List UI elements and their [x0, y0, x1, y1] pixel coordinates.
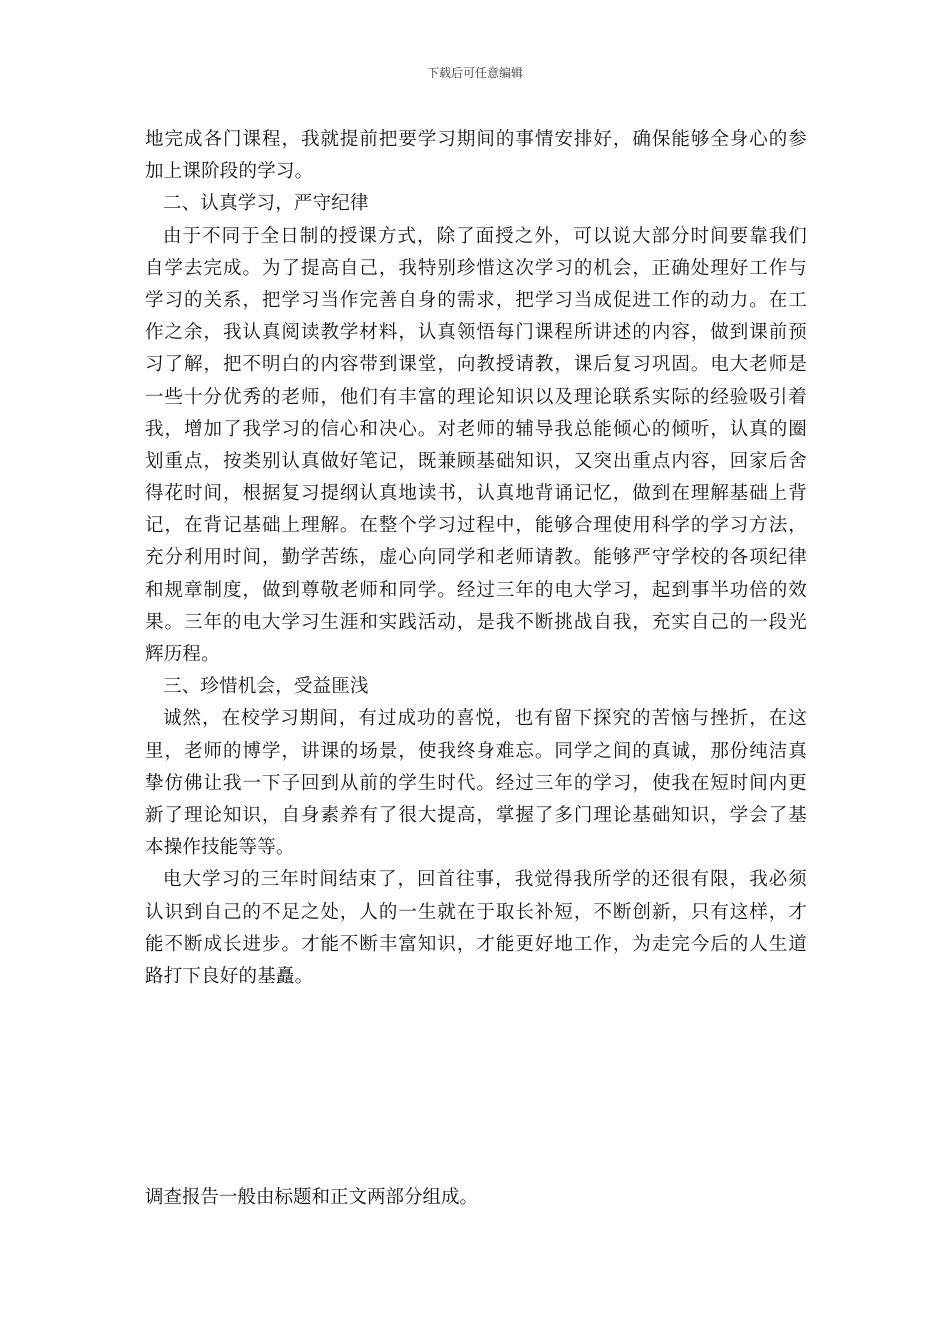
text-line: 得花时间，根据复习提纲认真地读书，认真地背诵记忆，做到在理解基础上背	[145, 483, 807, 505]
text-line: 学习的关系，把学习当作完善自身的需求，把学习当成促进工作的动力。在工	[145, 289, 807, 311]
closing-line: 调查报告一般由标题和正文两部分组成。	[145, 1187, 479, 1208]
section-heading: 二、认真学习，严守纪律	[163, 193, 369, 215]
text-line: 充分利用时间，勤学苦练，虚心向同学和老师请教。能够严守学校的各项纪律	[145, 547, 807, 569]
text-line: 我，增加了我学习的信心和决心。对老师的辅导我总能倾心的倾听，认真的圈	[145, 418, 807, 440]
text-line: 诚然，在校学习期间，有过成功的喜悦，也有留下探究的苦恼与挫折，在这	[163, 708, 807, 730]
text-line: 加上课阶段的学习。	[145, 161, 314, 183]
text-line: 自学去完成。为了提高自己，我特别珍惜这次学习的机会，正确处理好工作与	[145, 257, 807, 279]
text-line: 新了理论知识，自身素养有了很大提高，掌握了多门理论基础知识，学会了基	[145, 804, 807, 826]
text-line: 由于不同于全日制的授课方式，除了面授之外，可以说大部分时间要靠我们	[163, 225, 807, 247]
text-line: 挚仿佛让我一下子回到从前的学生时代。经过三年的学习，使我在短时间内更	[145, 772, 807, 794]
text-line: 里，老师的博学，讲课的场景，使我终身难忘。同学之间的真诚，那份纯洁真	[145, 740, 807, 762]
section-heading: 三、珍惜机会，受益匪浅	[163, 676, 369, 698]
text-line: 电大学习的三年时间结束了，回首往事，我觉得我所学的还很有限，我必须	[163, 869, 807, 891]
text-line: 作之余，我认真阅读教学材料，认真领悟每门课程所讲述的内容，做到课前预	[145, 322, 807, 344]
text-line: 认识到自己的不足之处，人的一生就在于取长补短，不断创新，只有这样，才	[145, 901, 807, 923]
text-line: 果。三年的电大学习生涯和实践活动，是我不断挑战自我，充实自己的一段光	[145, 611, 807, 633]
text-line: 能不断成长进步。才能不断丰富知识，才能更好地工作，为走完今后的人生道	[145, 933, 807, 955]
text-line: 一些十分优秀的老师，他们有丰富的理论知识以及理论联系实际的经验吸引着	[145, 386, 807, 408]
text-line: 地完成各门课程，我就提前把要学习期间的事情安排好，确保能够全身心的参	[145, 129, 807, 150]
document-body	[145, 124, 807, 993]
text-line: 本操作技能等等。	[145, 837, 295, 859]
text-line: 记，在背记基础上理解。在整个学习过程中，能够合理使用科学的学习方法，	[145, 515, 807, 537]
text-line: 辉历程。	[145, 644, 220, 665]
text-line: 和规章制度，做到尊敬老师和同学。经过三年的电大学习，起到事半功倍的效	[145, 579, 807, 601]
text-line: 划重点，按类别认真做好笔记，既兼顾基础知识，又突出重点内容，回家后舍	[145, 450, 807, 472]
text-line: 习了解，把不明白的内容带到课堂，向教授请教，课后复习巩固。电大老师是	[145, 354, 807, 376]
text-line: 路打下良好的基矗。	[145, 965, 314, 987]
page-header-note: 下载后可任意编辑	[426, 66, 523, 80]
